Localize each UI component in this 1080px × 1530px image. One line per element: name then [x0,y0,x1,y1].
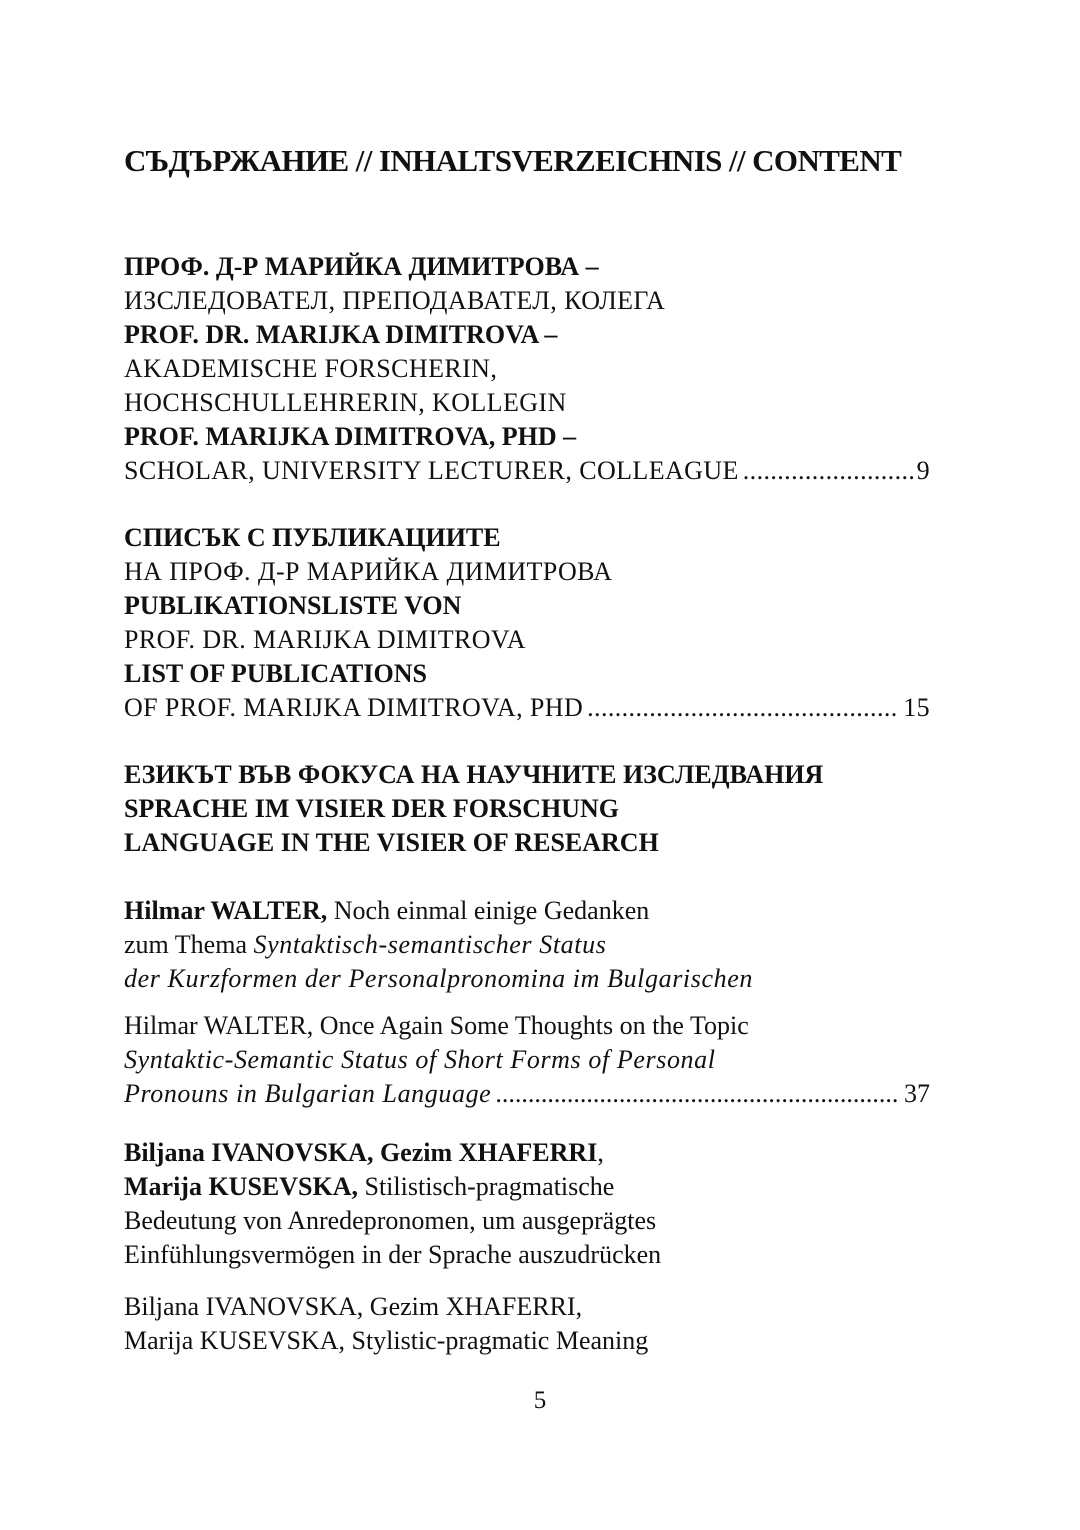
ivanovska-authors-comma: , [597,1138,604,1167]
ivanovska-en-line-1: Biljana IVANOVSKA, Gezim XHAFERRI, [124,1292,583,1321]
toc-entry-walter-de[interactable] [124,894,930,996]
walter-en-line-2: Syntaktic-Semantic Status of Short Forms of Personal [124,1045,716,1074]
section-heading-en: LANGUAGE IN THE VISIER OF RESEARCH [124,828,659,857]
entry-en-subtitle: OF PROF. MARIJKA DIMITROVA, PHD [124,693,584,722]
ivanovska-de-line-4: Einfühlungsvermögen in der Sprache auszudrücken [124,1240,662,1269]
entry-en-title: PROF. MARIJKA DIMITROVA, PHD – [124,422,577,451]
section-heading-de: SPRACHE IM VISIER DER FORSCHUNG [124,794,620,823]
toc-entry-publication-list[interactable] [124,521,930,725]
toc-entry-dimitrova-tribute[interactable] [124,250,930,488]
ivanovska-de-line-3: Bedeutung von Anredepronomen, um ausgeprägtes [124,1206,657,1235]
ivanovska-authors-2: Marija KUSEVSKA, [124,1172,358,1201]
entry-bg-subtitle: НА ПРОФ. Д-Р МАРИЙКА ДИМИТРОВА [124,557,613,586]
ivanovska-de-line-2 [124,1170,930,1204]
walter-en-line-1: Hilmar WALTER, Once Again Some Thoughts on the Topic [124,1011,749,1040]
entry-page-number: 15 [903,693,930,722]
walter-de-line-2 [124,928,930,962]
walter-de-line-3: der Kurzformen der Personalpronomina im Bulgarischen [124,964,753,993]
ivanovska-de-title-start: Stilistisch-pragmatische [358,1172,615,1201]
entry-bg-title: СПИСЪК С ПУБЛИКАЦИИТЕ [124,523,501,552]
entry-en-subtitle: SCHOLAR, UNIVERSITY LECTURER, COLLEAGUE [124,456,739,485]
entry-page-number: 37 [904,1079,930,1108]
toc-entry-ivanovska-en[interactable] [124,1290,930,1358]
entry-de-subtitle: PROF. DR. MARIJKA DIMITROVA [124,625,526,654]
entry-bg-title: ПРОФ. Д-Р МАРИЙКА ДИМИТРОВА – [124,252,599,281]
entry-page-number: 9 [916,456,930,485]
toc-page [124,0,930,1530]
dot-leader [743,454,913,488]
walter-de-title-start: Noch einmal einige Gedanken [327,896,650,925]
entry-de-title: PUBLIKATIONSLISTE VON [124,591,462,620]
page-number: 5 [533,1387,547,1414]
entry-de-subtitle-1: AKADEMISCHE FORSCHERIN, [124,354,498,383]
walter-de-line-1 [124,894,930,928]
entry-de-title: PROF. DR. MARIJKA DIMITROVA – [124,320,558,349]
walter-en-italic-3: Pronouns in Bulgarian Language [124,1079,492,1108]
section-heading [124,758,930,860]
entry-de-subtitle-2: HOCHSCHULLEHRERIN, KOLLEGIN [124,388,567,417]
toc-entry-ivanovska-de[interactable] [124,1136,930,1272]
walter-de-prefix: zum Thema [124,930,254,959]
entry-en-subtitle-line [124,691,930,725]
dot-leader [495,1077,900,1111]
ivanovska-de-line-1 [124,1136,930,1170]
page-title: СЪДЪРЖАНИЕ // INHALTSVERZEICHNIS // CONTENT [124,143,902,178]
entry-bg-subtitle: ИЗСЛЕДОВАТЕЛ, ПРЕПОДАВАТЕЛ, КОЛЕГА [124,286,666,315]
walter-en-line-3 [124,1077,930,1111]
dot-leader [587,691,899,725]
section-heading-bg: ЕЗИКЪТ ВЪВ ФОКУСА НА НАУЧНИТЕ ИЗСЛЕДВАНИЯ [124,760,824,789]
walter-de-italic-1: Syntaktisch-semantischer Status [253,930,607,959]
ivanovska-authors-1: Biljana IVANOVSKA, Gezim XHAFERRI [124,1138,598,1167]
ivanovska-en-line-2: Marija KUSEVSKA, Stylistic-pragmatic Meaning [124,1326,649,1355]
entry-en-title: LIST OF PUBLICATIONS [124,659,427,688]
toc-entry-walter-en[interactable] [124,1009,930,1111]
entry-en-subtitle-line [124,454,930,488]
walter-author: Hilmar WALTER, [124,896,328,925]
